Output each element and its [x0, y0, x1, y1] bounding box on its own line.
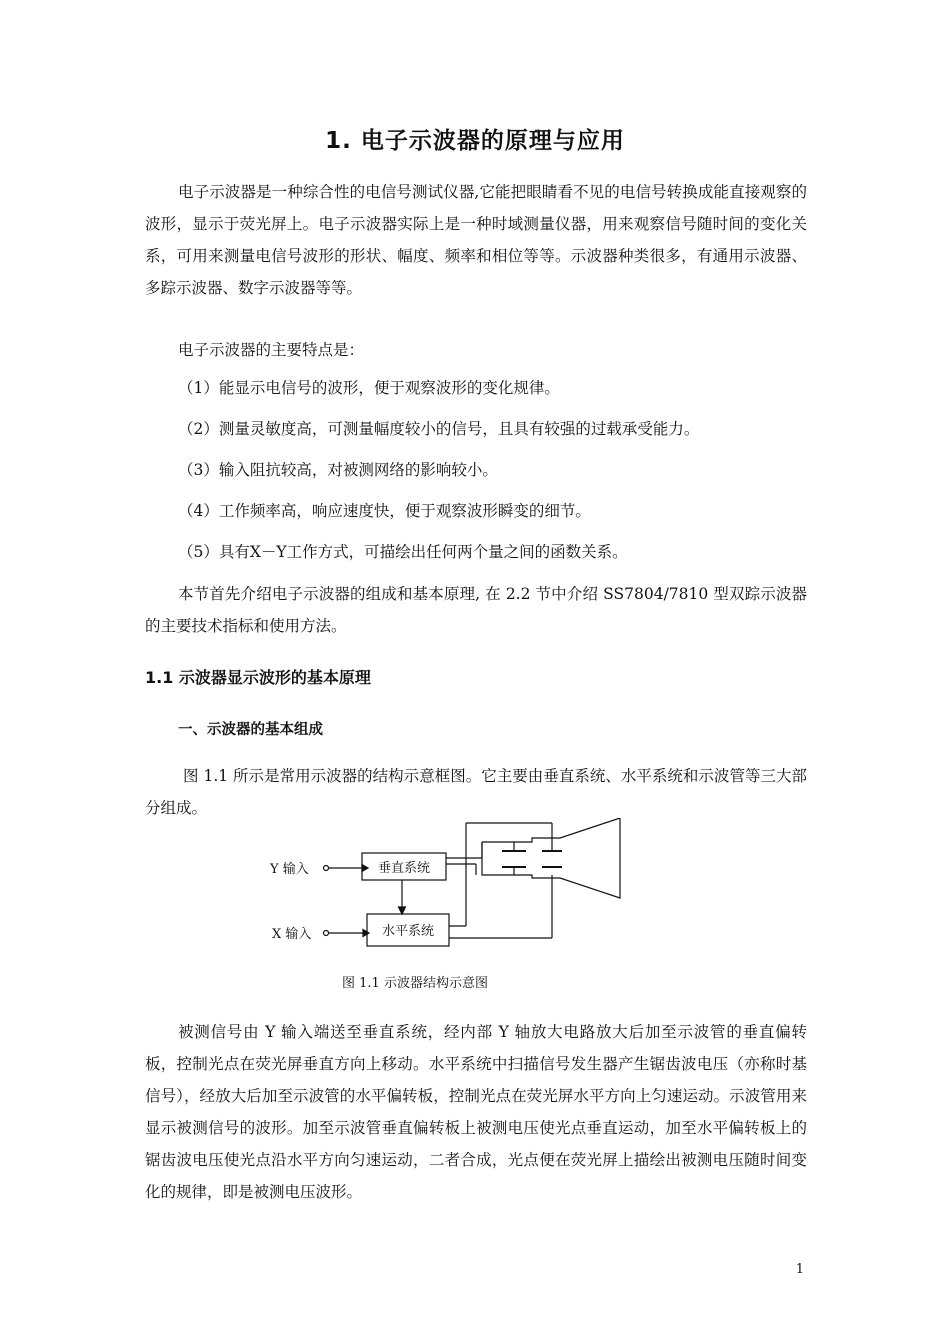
section-heading: 1.1 示波器显示波形的基本原理	[145, 668, 371, 687]
body-paragraph: 被测信号由 Y 输入端送至垂直系统，经内部 Y 轴放大电路放大后加至示波管的垂直偏转板，控制光点在荧光屏垂直方向上移动。水平系统中扫描信号发生器产生锯齿波电压（亦称时基信号），经放大后加至示波管的水平偏转板，控制光点在荧光屏水平方向上匀速运动。示波管用来显示被测信号的波形。加至示波管垂直偏转板上被测电压使光点垂直运动，加至水平偏转板上的锯齿波电压使光点沿水平方向匀速运动，二者合成，光点便在荧光屏上描绘出被测电压随时间变化的规律，即是被测电压波形。	[145, 1023, 807, 1201]
features-lead: 电子示波器的主要特点是：	[178, 341, 365, 359]
horizontal-system-label: 水平系统	[381, 924, 435, 939]
intro-paragraph: 电子示波器是一种综合性的电信号测试仪器,它能把眼睛看不见的电信号转换成能直接观察的波形，显示于荧光屏上。电子示波器实际上是一种时域测量仪器，用来观察信号随时间的变化关系，可用来测量电信号波形的形状、幅度、频率和相位等等。示波器种类很多，有通用示波器、多踪示波器、数字示波器等等。	[145, 183, 807, 297]
subsection-heading: 一、示波器的基本组成	[178, 722, 323, 738]
figure-caption: 图 1.1 示波器结构示意图	[342, 976, 488, 991]
page-number: 1	[795, 1262, 804, 1277]
feature-item: （3）输入阻抗较高，对被测网络的影响较小。	[178, 461, 498, 479]
x-input-label: X 输入	[272, 927, 312, 942]
page-title: 1. 电子示波器的原理与应用	[325, 128, 625, 154]
feature-item: （2）测量灵敏度高，可测量幅度较小的信号，且具有较强的过载承受能力。	[178, 420, 700, 438]
section-intro-paragraph: 本节首先介绍电子示波器的组成和基本原理, 在 2.2 节中介绍 SS7804/7810 型双踪示波器的主要技术指标和使用方法。	[145, 585, 807, 635]
feature-item: （1）能显示电信号的波形，便于观察波形的变化规律。	[178, 379, 560, 397]
vertical-system-label: 垂直系统	[377, 861, 431, 876]
crt-tube	[482, 818, 620, 898]
feature-item: （5）具有X－Y工作方式，可描绘出任何两个量之间的函数关系。	[178, 543, 628, 561]
feature-item: （4）工作频率高，响应速度快，便于观察波形瞬变的细节。	[178, 502, 591, 520]
figure-intro-paragraph: 图 1.1 所示是常用示波器的结构示意框图。它主要由垂直系统、水平系统和示波管等三大部分组成。	[145, 767, 807, 817]
y-input-terminal	[324, 866, 329, 871]
x-input-terminal	[324, 931, 329, 936]
oscilloscope-block-diagram	[260, 818, 640, 948]
y-input-label: Y 输入	[270, 862, 309, 877]
